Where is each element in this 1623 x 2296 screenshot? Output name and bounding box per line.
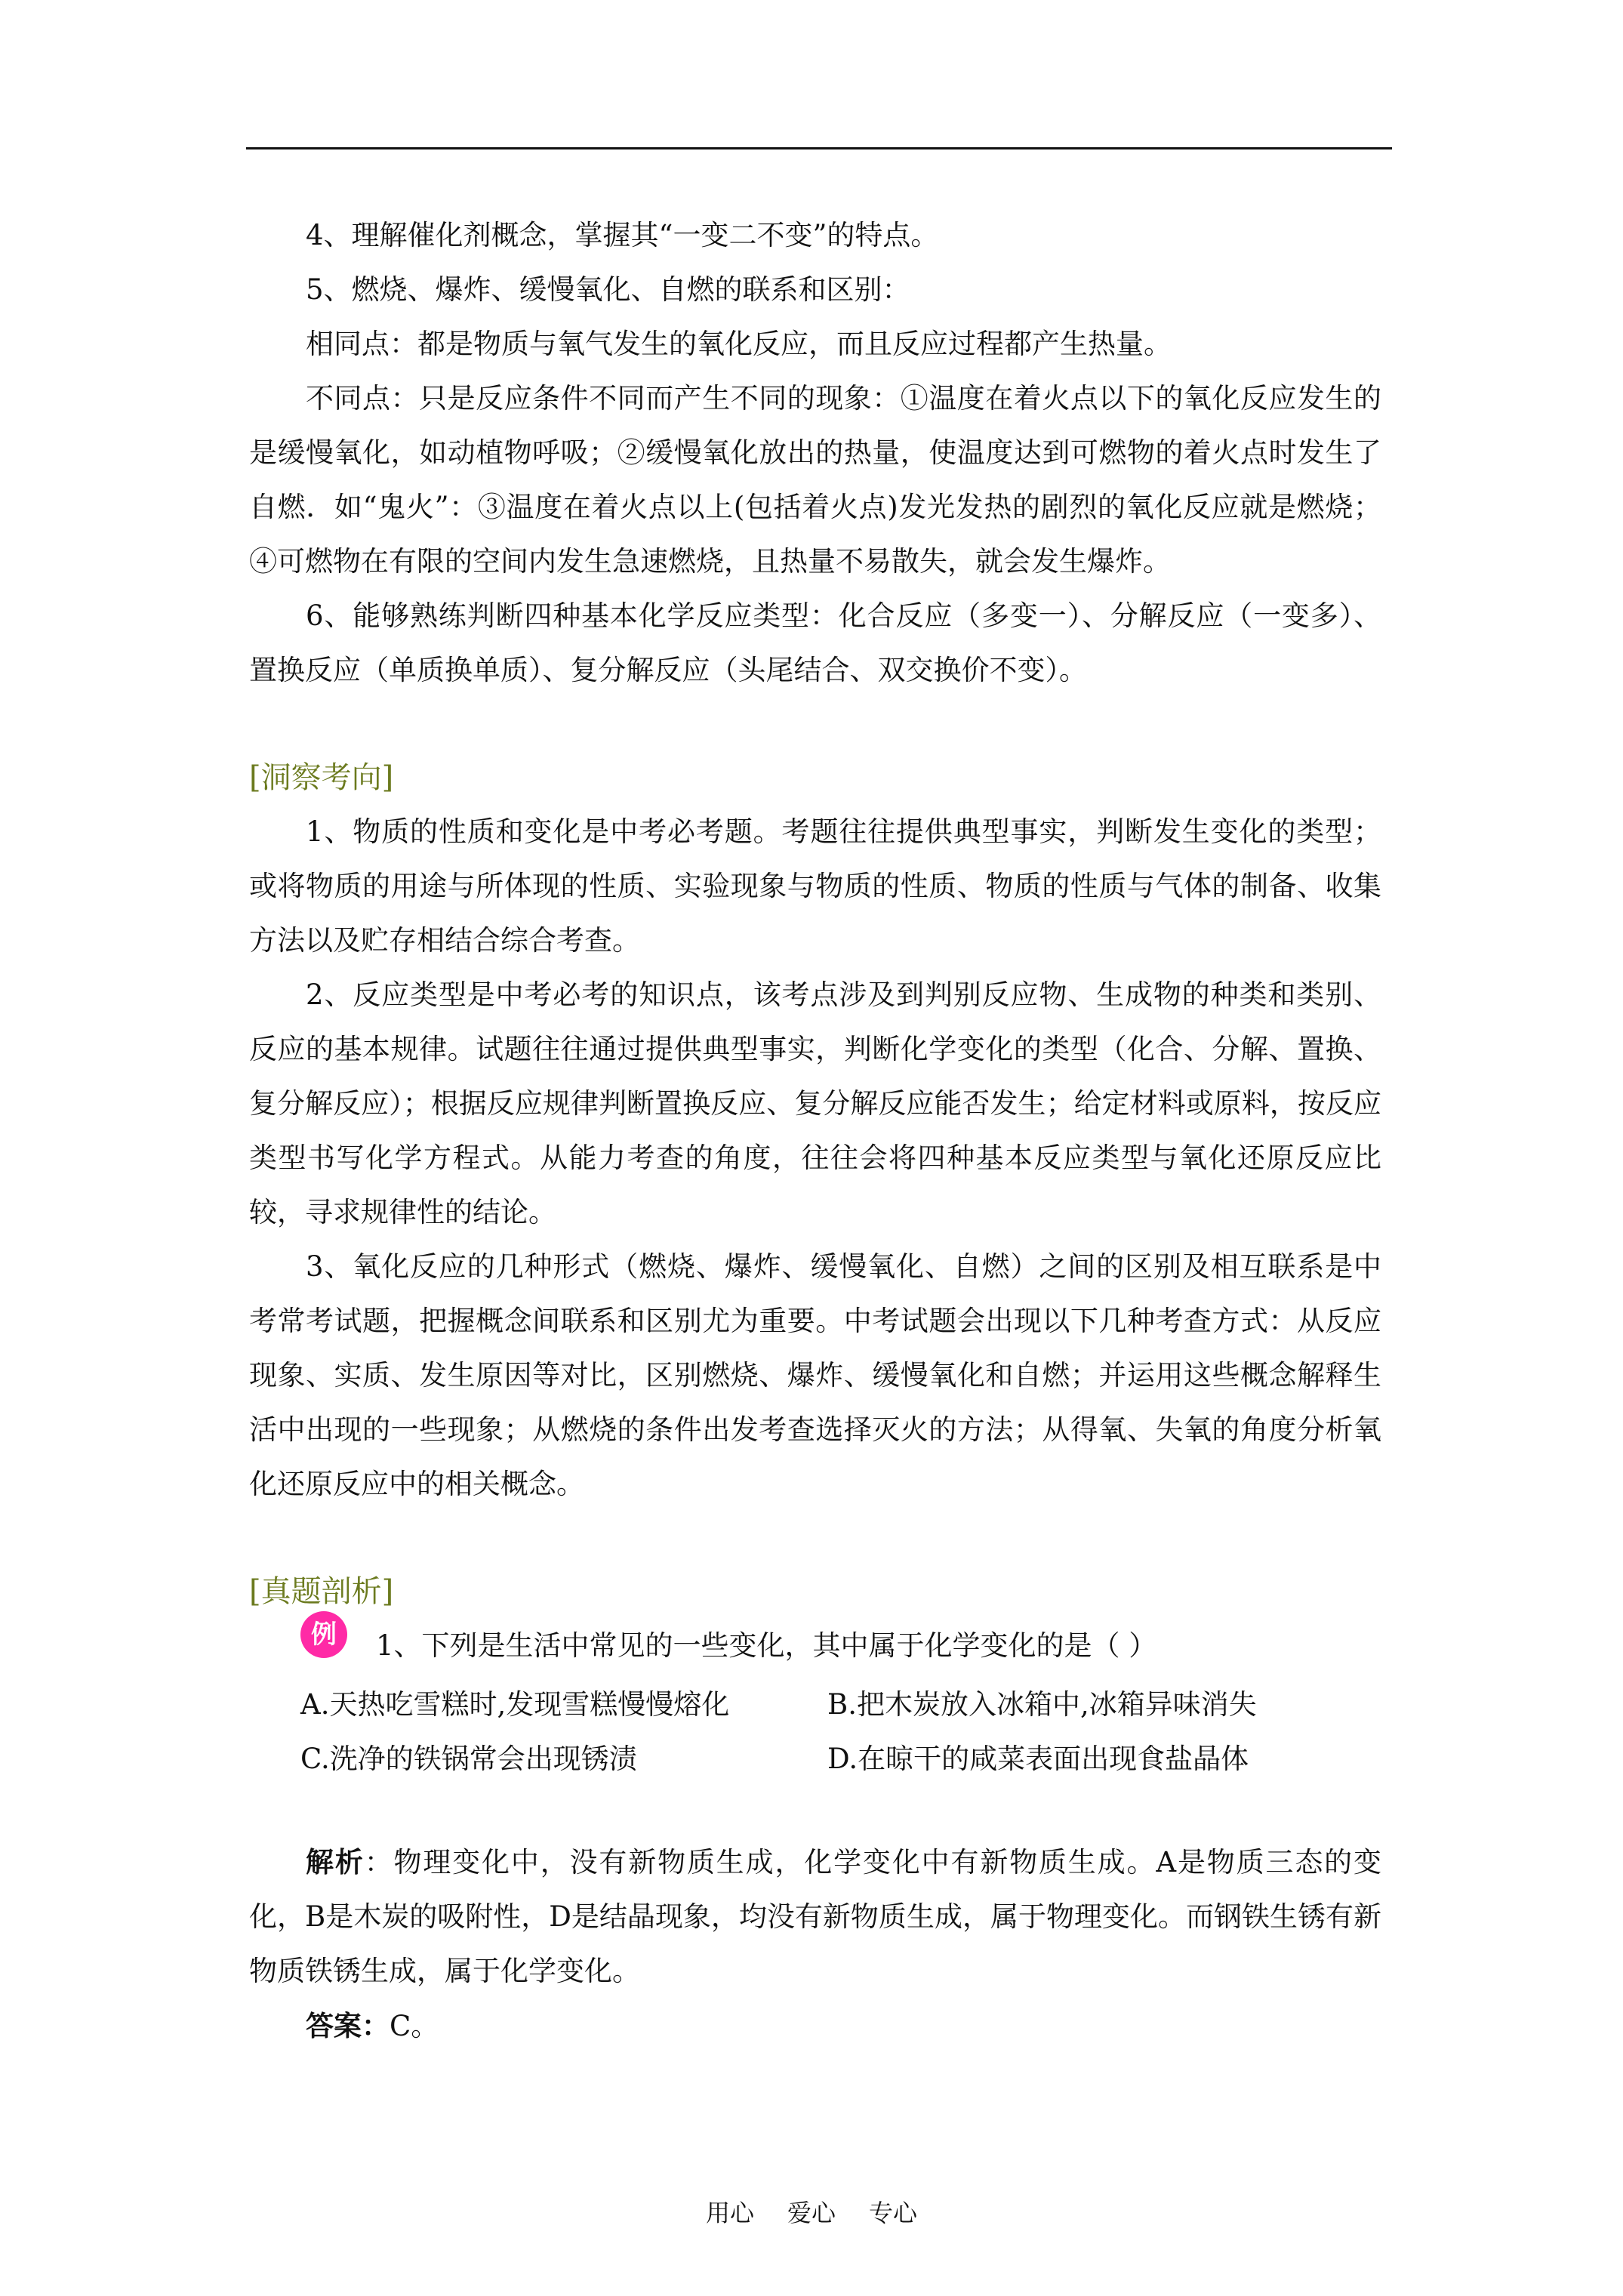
different-points: 不同点：只是反应条件不同而产生不同的现象：①温度在着火点以下的氧化反应发生的是缓慢氧化，如动植物呼吸；②缓慢氧化放出的热量，使温度达到可燃物的着火点时发生了自燃．如“鬼火”：③温度在着火点以上(包括着火点)发光发热的剧烈的氧化反应就是燃烧；④可燃物在有限的空间内发生急速燃烧，且热量不易散失，就会发生爆炸。 [249, 382, 1381, 578]
footer-word-2: 爱心 [787, 2199, 836, 2227]
section-heading-real-questions: [真题剖析] [249, 1574, 394, 1609]
item-4: 4、理解催化剂概念，掌握其“一变二不变”的特点。 [306, 219, 939, 251]
example-badge-icon: 例 [300, 1611, 347, 1658]
insight-paragraph-2: 2、反应类型是中考必考的知识点，该考点涉及到判别反应物、生成物的种类和类别、反应的基本规律。试题往往通过提供典型事实，判断化学变化的类型（化合、分解、置换、复分解反应）；根据反应规律判断置换反应、复分解反应能否发生；给定材料或原料，按反应类型书写化学方程式。从能力考查的角度，往往会将四种基本反应类型与氧化还原反应比较，寻求规律性的结论。 [249, 978, 1381, 1228]
answer [249, 1999, 1381, 2054]
answer-text: C。 [390, 2010, 439, 2042]
option-b: B.把木炭放入冰箱中,冰箱异味消失 [827, 1688, 1257, 1721]
page-content [249, 208, 1381, 2054]
option-c: C.洗净的铁锅常会出现锈渍 [300, 1743, 637, 1775]
section-heading-insight: [洞察考向] [249, 760, 394, 795]
footer-word-3: 专心 [869, 2199, 918, 2227]
answer-label: 答案： [306, 2009, 390, 2042]
question-text: 1、下列是生活中常见的一些变化，其中属于化学变化的是（ ） [376, 1629, 1157, 1662]
example-question [249, 1619, 1381, 1673]
item-5: 5、燃烧、爆炸、缓慢氧化、自燃的联系和区别： [306, 273, 910, 306]
answer-options [249, 1678, 1381, 1786]
analysis-label: 解析 [306, 1845, 365, 1878]
item-6: 6、能够熟练判断四种基本化学反应类型：化合反应（多变一）、分解反应（一变多）、置换反应（单质换单质）、复分解反应（头尾结合、双交换价不变）。 [249, 599, 1381, 686]
insight-paragraph-1: 1、物质的性质和变化是中考必考题。考题往往提供典型事实，判断发生变化的类型；或将物质的用途与所体现的性质、实验现象与物质的性质、物质的性质与气体的制备、收集方法以及贮存相结合综合考查。 [249, 815, 1381, 957]
analysis-text: ：物理变化中，没有新物质生成，化学变化中有新物质生成。A是物质三态的变化，B是木炭的吸附性，D是结晶现象，均没有新物质生成，属于物理变化。而钢铁生锈有新物质铁锈生成，属于化学变化。 [249, 1846, 1382, 1987]
header-rule [246, 147, 1392, 149]
footer-word-1: 用心 [705, 2199, 754, 2227]
option-d: D.在晾干的咸菜表面出现食盐晶体 [827, 1743, 1249, 1775]
same-points: 相同点：都是物质与氧气发生的氧化反应，而且反应过程都产生热量。 [306, 328, 1172, 360]
analysis [249, 1835, 1381, 1999]
option-a: A.天热吃雪糕时,发现雪糕慢慢熔化 [300, 1688, 730, 1721]
page-footer [0, 2194, 1623, 2229]
insight-paragraph-3: 3、氧化反应的几种形式（燃烧、爆炸、缓慢氧化、自燃）之间的区别及相互联系是中考常考试题，把握概念间联系和区别尤为重要。中考试题会出现以下几种考查方式：从反应现象、实质、发生原因等对比，区别燃烧、爆炸、缓慢氧化和自燃；并运用这些概念解释生活中出现的一些现象；从燃烧的条件出发考查选择灭火的方法；从得氧、失氧的角度分析氧化还原反应中的相关概念。 [249, 1250, 1381, 1500]
